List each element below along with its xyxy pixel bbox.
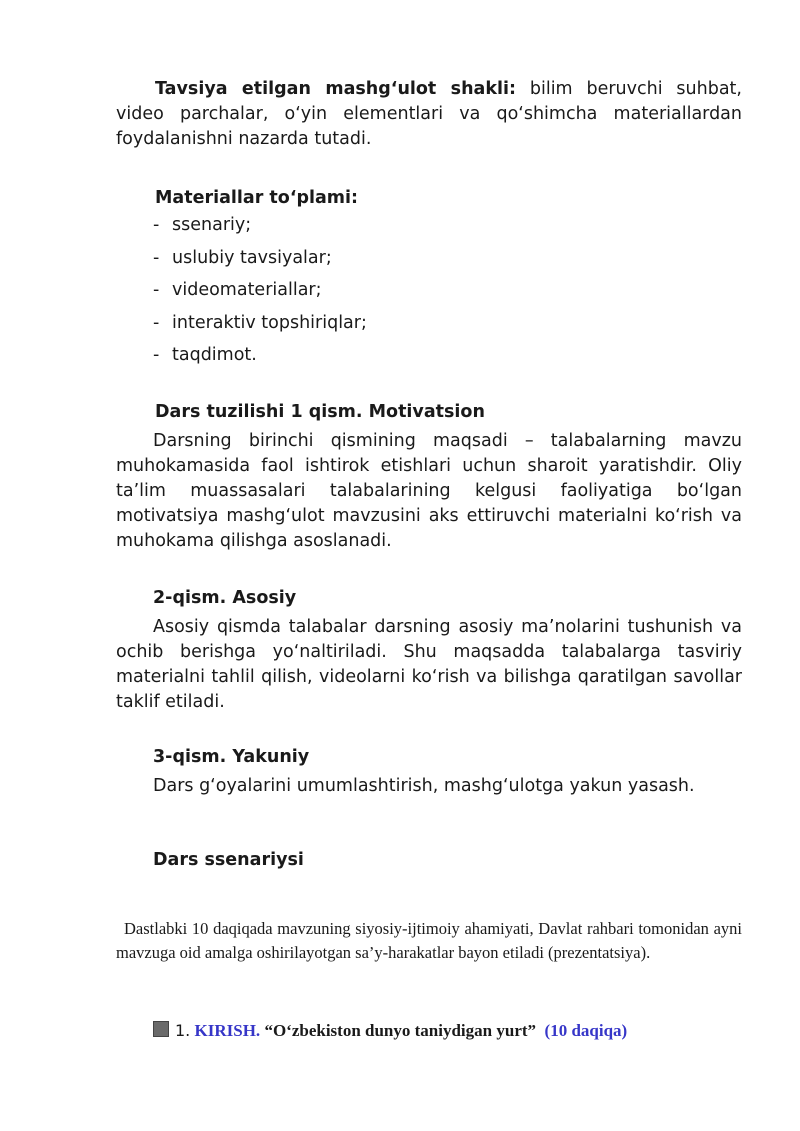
- square-bullet-icon: [153, 1021, 169, 1037]
- list-item-text: ssenariy;: [172, 215, 252, 235]
- list-item: [153, 343, 367, 376]
- materials-list: [153, 213, 367, 376]
- intro-label: KIRISH.: [194, 1021, 261, 1040]
- lesson-form-paragraph: [116, 77, 742, 152]
- list-item-text: videomateriallar;: [172, 280, 322, 300]
- list-item-text: taqdimot.: [172, 345, 257, 365]
- scenario-heading: Dars ssenariysi: [153, 850, 304, 870]
- dash-bullet: -: [153, 215, 160, 235]
- part3-paragraph: Dars g‘oyalarini umumlashtirish, mashg‘ulotga yakun yasash.: [153, 776, 695, 796]
- list-item-text: interaktiv topshiriqlar;: [172, 312, 367, 333]
- materials-title: Materiallar to‘plami:: [155, 188, 359, 208]
- intro-title: “O‘zbekiston dunyo taniydigan yurt”: [264, 1021, 537, 1040]
- part3-heading: 3-qism. Yakuniy: [153, 747, 310, 767]
- lesson-form-text: bilim beruvchi suhbat, video parchalar, o‘yin elementlari va qo‘shimcha materiallardan foydalanishni nazarda tutadi.: [116, 79, 742, 149]
- lesson-form-title: Tavsiya etilgan mashg‘ulot shakli:: [155, 79, 516, 99]
- structure-heading: [153, 400, 485, 425]
- list-item: [153, 213, 367, 246]
- list-item: [153, 311, 367, 344]
- intro-number: 1.: [175, 1021, 191, 1040]
- dash-bullet: -: [153, 247, 160, 268]
- structure-paragraph: Darsning birinchi qismining maqsadi – talabalarning mavzu muhokamasida faol ishtirok etishlari uchun sharoit yaratishdir. Oliy ta’lim muassasalari talabalarining kelgusi faoliyatiga bo‘lgan motivatsiya mashg‘ulot mavzusini aks ettiruvchi materialni ko‘rish va muhokama qilishga asoslanadi.: [116, 431, 742, 551]
- part2-paragraph: Asosiy qismda talabalar darsning asosiy ma’nolarini tushunish va ochib berishga yo‘naltiriladi. Shu maqsadda talabalarga tasviriy materialni tahlil qilish, videolarni ko‘rish va bilishga qaratilgan savollar taklif etiladi.: [116, 617, 742, 712]
- list-item: [153, 278, 367, 311]
- part2-heading: 2-qism. Asosiy: [153, 588, 297, 608]
- intro-duration: (10 daqiqa): [544, 1021, 628, 1040]
- structure-title: Dars tuzilishi 1 qism. Motivatsion: [155, 402, 485, 422]
- dash-bullet: -: [153, 312, 160, 333]
- list-item-text: uslubiy tavsiyalar;: [172, 247, 332, 268]
- intro-heading: [153, 1021, 627, 1041]
- dash-bullet: -: [153, 345, 160, 365]
- list-item: [153, 246, 367, 279]
- dash-bullet: -: [153, 280, 160, 300]
- scenario-paragraph: Dastlabki 10 daqiqada mavzuning siyosiy-ijtimoiy ahamiyati, Davlat rahbari tomonidan ayni mavzuga oid amalga oshirilayotgan sa’y-harakatlar bayon etiladi (prezentatsiya).: [116, 919, 742, 962]
- materials-heading: [153, 186, 358, 211]
